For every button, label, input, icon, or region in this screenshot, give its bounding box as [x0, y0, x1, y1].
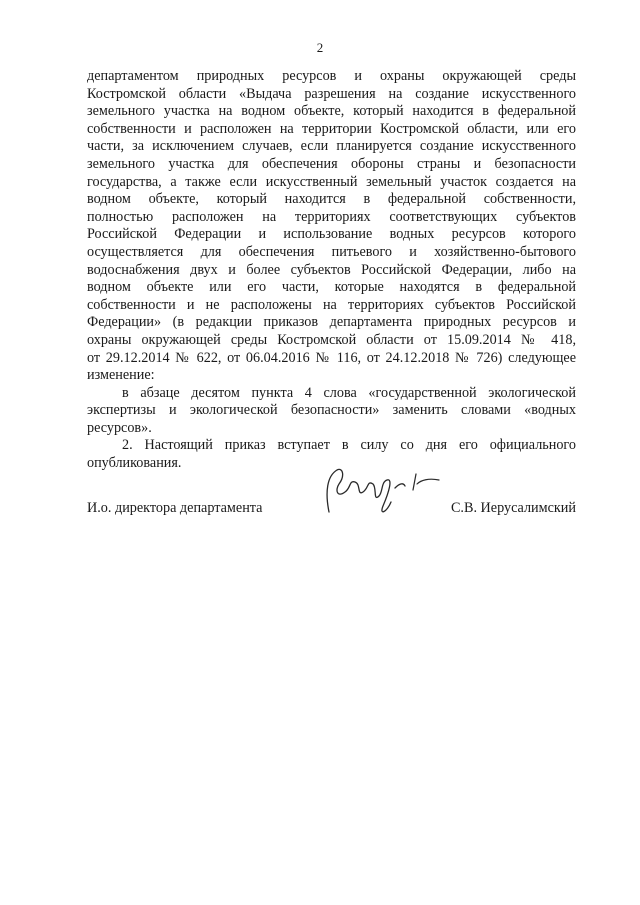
text-line: в абзаце десятом пункта 4 слова «государственной экологической — [122, 384, 576, 401]
signatory-name: С.В. Иерусалимский — [450, 500, 576, 516]
signatory-position: И.о. директора департамента — [87, 500, 263, 516]
text-line: 2. Настоящий приказ вступает в силу со дня его официального — [122, 437, 576, 454]
document-body — [87, 68, 576, 473]
handwritten-signature — [317, 462, 447, 524]
paragraph-1 — [87, 68, 576, 385]
page-number: 2 — [316, 40, 324, 55]
text-line: экспертизы и экологической безопасности» заменить словами «водных — [87, 402, 576, 419]
text-line: от 29.12.2014 № 622, от 06.04.2016 № 116, от 24.12.2018 № 726) следующее — [87, 349, 576, 366]
text-line: полностью расположен на территориях соответствующих субъектов — [87, 208, 576, 225]
text-line: Костромской области «Выдача разрешения на создание искусственного — [87, 85, 576, 102]
text-line: опубликования. — [87, 455, 182, 472]
text-line: государства, а также если искусственный земельный участок создается на — [87, 173, 576, 190]
text-line: земельного участка для обеспечения обороны страны и безопасности — [87, 155, 576, 172]
text-line: охраны окружающей среды Костромской области от 15.09.2014 № 418, — [87, 331, 576, 348]
amendment-paragraph — [87, 385, 576, 438]
signature-block — [87, 462, 576, 532]
text-line: Российской Федерации и использование водных ресурсов которого — [87, 226, 576, 243]
text-line: ресурсов». — [87, 419, 152, 436]
text-line: департаментом природных ресурсов и охраны окружающей среды — [87, 68, 576, 84]
text-line: собственности и расположен на территории Костромской области, или его — [87, 120, 576, 137]
text-line: водном объекте или его части, которые находятся в федеральной — [87, 279, 576, 296]
text-line: осуществляется для обеспечения питьевого и хозяйственно-бытового — [87, 243, 576, 260]
text-line: земельного участка на водном объекте, который находится в федеральной — [87, 103, 576, 120]
text-line: водном объекте, который находится в федеральной собственности, — [87, 191, 576, 208]
text-line: части, за исключением случаев, если планируется создание искусственного — [87, 138, 576, 155]
text-line: изменение: — [87, 367, 155, 384]
text-line: собственности и не расположены на территориях субъектов Российской — [87, 296, 576, 313]
text-line: водоснабжения двух и более субъектов Российской Федерации, либо на — [87, 261, 576, 278]
text-line: Федерации» (в редакции приказов департамента природных ресурсов и — [87, 314, 576, 331]
